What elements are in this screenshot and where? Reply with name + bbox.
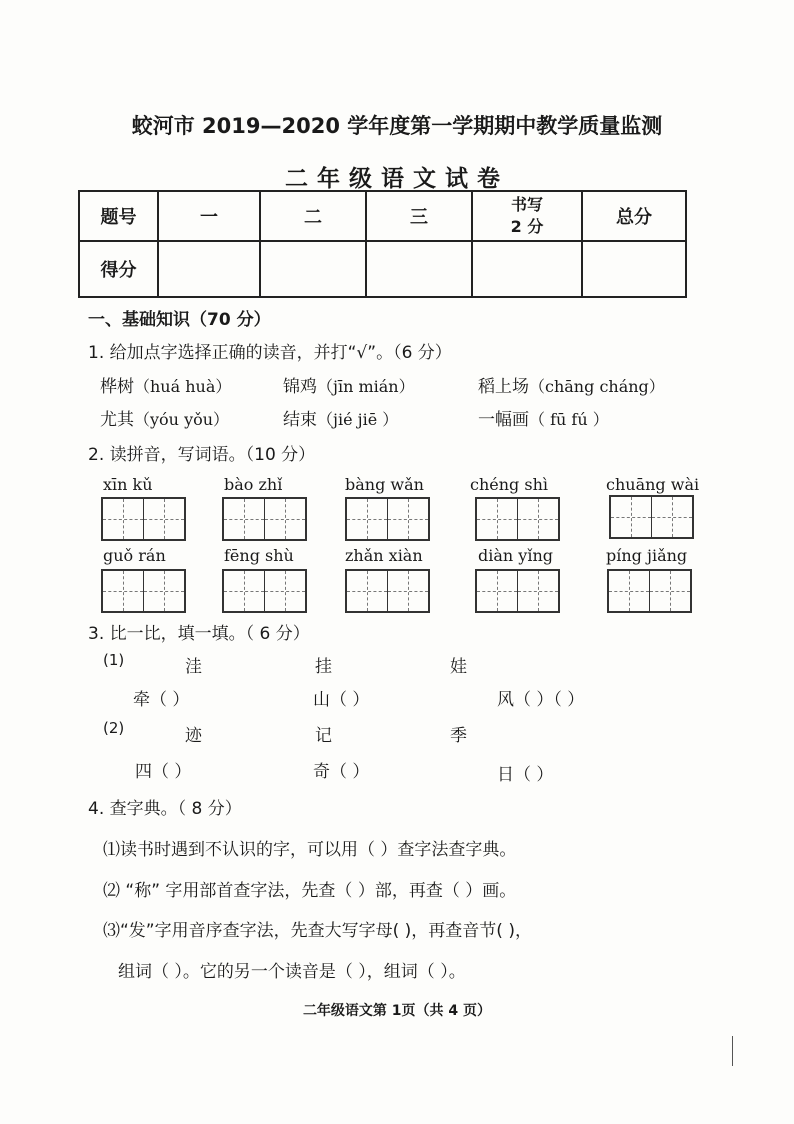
score-cell-total[interactable] — [582, 241, 686, 297]
grid-cell[interactable] — [387, 499, 428, 539]
writing-grid[interactable] — [607, 569, 692, 613]
scan-edge-mark — [732, 1036, 733, 1066]
grid-cell[interactable] — [347, 499, 387, 539]
q1-item — [478, 405, 609, 430]
grid-cell[interactable] — [387, 571, 428, 611]
grid-cell[interactable] — [143, 499, 184, 539]
score-cell-3[interactable] — [366, 241, 472, 297]
q3-char: 迹 — [185, 726, 202, 746]
q4-line[interactable]: 组词（ ）。它的另一个读音是（ ），组词（ ）。 — [118, 962, 466, 982]
pinyin-label: píng jiǎng — [606, 546, 688, 565]
writing-grid[interactable] — [609, 495, 694, 539]
q1-item — [283, 405, 398, 430]
score-table — [78, 190, 687, 298]
q3-char: 挂 — [315, 657, 332, 677]
grid-cell[interactable] — [224, 571, 264, 611]
score-header-writing — [472, 191, 582, 241]
q1-options: （huá huà） — [134, 377, 232, 396]
pinyin-label: xīn kǔ — [103, 475, 153, 494]
q1-title: 1. 给加点字选择正确的读音，并打“√”。（6 分） — [88, 343, 452, 363]
exam-subtitle: 二年级语文试卷 — [285, 166, 509, 192]
section-heading: 一、基础知识（70 分） — [88, 310, 271, 330]
pinyin-label: bàng wǎn — [345, 475, 424, 494]
q1-word: 尤其 — [100, 410, 134, 430]
q1-word: 桦树 — [100, 377, 134, 397]
grid-cell[interactable] — [224, 499, 264, 539]
q3-title: 3. 比一比，填一填。（ 6 分） — [88, 624, 310, 644]
q3-char: 娃 — [450, 657, 467, 677]
q4-line[interactable]: ⑵ “称” 字用部首查字法，先查（ ）部，再查（ ）画。 — [103, 881, 517, 901]
score-row-label: 得分 — [79, 241, 158, 297]
q4-line[interactable]: ⑴读书时遇到不认识的字，可以用（ ）查字法查字典。 — [103, 840, 517, 860]
q1-item — [100, 372, 231, 397]
q3-fill-blank[interactable]: 奇（ ） — [313, 762, 370, 782]
score-cell-writing[interactable] — [472, 241, 582, 297]
q1-item — [100, 405, 229, 430]
exam-title: 蛟河市 2019—2020 学年度第一学期期中教学质量监测 — [131, 114, 663, 138]
q1-word: 结束 — [283, 410, 317, 430]
score-cell-2[interactable] — [260, 241, 366, 297]
pinyin-label: bào zhǐ — [224, 475, 283, 494]
q3-fill-blank[interactable]: 山（ ） — [313, 690, 370, 710]
score-cell-1[interactable] — [158, 241, 260, 297]
q3-fill-blank[interactable]: 牵（ ） — [133, 690, 190, 710]
grid-cell[interactable] — [264, 499, 305, 539]
writing-grid[interactable] — [345, 569, 430, 613]
pinyin-label: fēng shù — [224, 546, 294, 565]
q4-line[interactable]: ⑶“发”字用音序查字法，先查大写字母( )，再查音节( )， — [103, 921, 532, 941]
q2-title: 2. 读拼音，写词语。（10 分） — [88, 445, 316, 465]
grid-cell[interactable] — [103, 571, 143, 611]
pinyin-label: diàn yǐng — [478, 546, 553, 565]
q3-fill-blank[interactable]: 日（ ） — [497, 765, 554, 785]
grid-cell[interactable] — [609, 571, 649, 611]
pinyin-label: guǒ rán — [103, 546, 166, 565]
score-header-2: 二 — [260, 191, 366, 241]
q4-title: 4. 查字典。（ 8 分） — [88, 799, 242, 819]
score-header-1: 一 — [158, 191, 260, 241]
q1-word: 稻上场 — [478, 377, 529, 397]
grid-cell[interactable] — [517, 571, 558, 611]
score-header-total: 总分 — [582, 191, 686, 241]
grid-cell[interactable] — [347, 571, 387, 611]
q3-char: 记 — [315, 726, 332, 746]
writing-grid[interactable] — [345, 497, 430, 541]
writing-grid[interactable] — [475, 497, 560, 541]
pinyin-label: chuāng wài — [606, 475, 700, 494]
q1-options: （jié jiē ） — [317, 410, 399, 429]
grid-cell[interactable] — [477, 571, 517, 611]
q1-item — [478, 372, 665, 397]
pinyin-label: chéng shì — [470, 475, 548, 494]
q3-group-number: (1) — [103, 651, 125, 669]
grid-cell[interactable] — [649, 571, 690, 611]
q1-options: （chāng cháng） — [529, 377, 665, 396]
q1-options: （yóu yǒu） — [134, 410, 230, 429]
q3-group-number: (2) — [103, 719, 125, 737]
grid-cell[interactable] — [264, 571, 305, 611]
q1-options: （ fū fú ） — [529, 410, 609, 429]
q3-char: 季 — [450, 726, 467, 746]
page-footer: 二年级语文第 1页（共 4 页） — [302, 1003, 492, 1019]
grid-cell[interactable] — [651, 497, 692, 537]
grid-cell[interactable] — [477, 499, 517, 539]
q1-options: （jīn mián） — [317, 377, 415, 396]
score-header-label: 题号 — [79, 191, 158, 241]
q3-fill-blank[interactable]: 风（ ）（ ） — [497, 690, 585, 710]
q1-item — [283, 372, 415, 397]
q1-word: 锦鸡 — [283, 377, 317, 397]
q3-fill-blank[interactable]: 四（ ） — [135, 762, 192, 782]
grid-cell[interactable] — [517, 499, 558, 539]
writing-label: 书写 — [510, 195, 543, 214]
pinyin-label: zhǎn xiàn — [345, 546, 423, 565]
writing-grid[interactable] — [475, 569, 560, 613]
grid-cell[interactable] — [103, 499, 143, 539]
grid-cell[interactable] — [611, 497, 651, 537]
writing-grid[interactable] — [101, 497, 186, 541]
q1-word: 一幅画 — [478, 410, 529, 430]
score-header-3: 三 — [366, 191, 472, 241]
writing-grid[interactable] — [222, 569, 307, 613]
writing-points: 2 分 — [510, 217, 544, 236]
writing-grid[interactable] — [222, 497, 307, 541]
q3-char: 洼 — [185, 657, 202, 677]
writing-grid[interactable] — [101, 569, 186, 613]
grid-cell[interactable] — [143, 571, 184, 611]
